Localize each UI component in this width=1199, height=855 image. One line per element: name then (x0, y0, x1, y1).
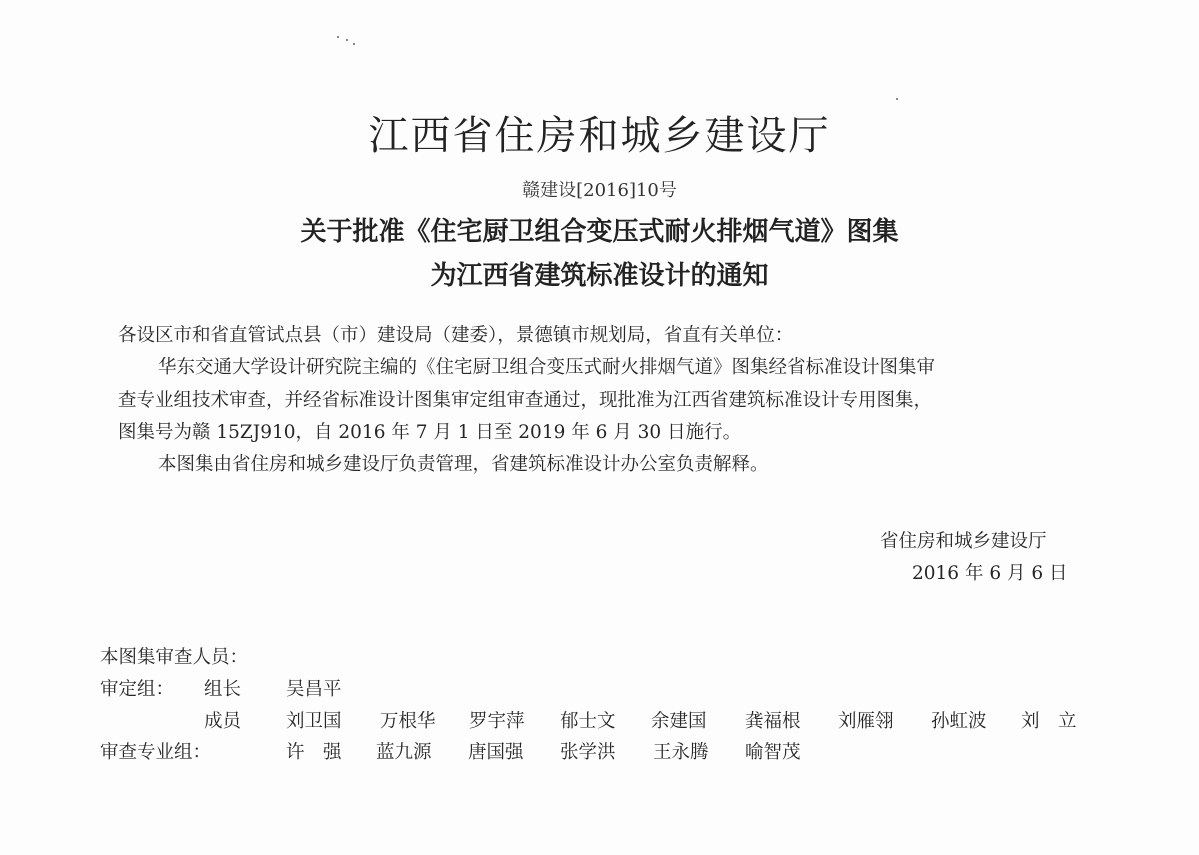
member-name: 万根华 (380, 711, 436, 732)
scan-speck (353, 43, 355, 45)
issue-date: 2016 年 6 月 6 日 (912, 563, 1068, 584)
leader-name: 吴昌平 (286, 679, 342, 700)
paragraph1-line2: 查专业组技术审查，并经省标准设计图集审定组审查通过，现批准为江西省建筑标准设计专用图集， (118, 390, 933, 411)
leader-role: 组长 (204, 679, 242, 700)
paragraph2: 本图集由省住房和城乡建设厅负责管理，省建筑标准设计办公室负责解释。 (158, 454, 769, 475)
approval-group-row (100, 675, 1140, 701)
organization-title: 江西省住房和城乡建设厅 (368, 113, 831, 159)
member-name: 刘 立 (1021, 711, 1077, 732)
review-member-name: 喻智茂 (745, 742, 801, 763)
review-member-name: 张学洪 (560, 742, 616, 763)
member-name: 孙虹波 (931, 711, 987, 732)
issuer-signature: 省住房和城乡建设厅 (880, 531, 1047, 552)
review-member-name: 许 强 (286, 742, 342, 763)
members-row (100, 707, 1140, 733)
reviewers-heading: 本图集审查人员： (100, 647, 249, 668)
notice-title-line1: 关于批准《住宅厨卫组合变压式耐火排烟气道》图集 (300, 217, 899, 247)
review-member-name: 蓝九源 (376, 742, 432, 763)
member-name: 龚福根 (745, 711, 801, 732)
member-name: 余建国 (651, 711, 707, 732)
member-name: 刘卫国 (286, 711, 342, 732)
members-role: 成员 (204, 711, 242, 732)
document-number: 赣建设[2016]10号 (522, 180, 677, 201)
scan-speck (346, 39, 348, 41)
paragraph1-line3: 图集号为赣 15ZJ910，自 2016 年 7 月 1 日至 2019 年 6 月 30 日施行。 (118, 422, 742, 443)
paragraph1-line1: 华东交通大学设计研究院主编的《住宅厨卫组合变压式耐火排烟气道》图集经省标准设计图集审 (158, 357, 936, 378)
scan-speck (337, 36, 339, 38)
approval-group-label: 审定组： (100, 679, 175, 700)
review-group-row (100, 738, 1140, 764)
review-member-name: 王永腾 (653, 742, 709, 763)
member-name: 郁士文 (560, 711, 616, 732)
notice-title-line2: 为江西省建筑标准设计的通知 (430, 261, 769, 291)
addressee: 各设区市和省直管试点县（市）建设局（建委），景德镇市规划局，省直有关单位： (118, 325, 794, 346)
review-member-name: 唐国强 (468, 742, 524, 763)
member-name: 刘雁翎 (838, 711, 894, 732)
scan-speck (896, 98, 898, 100)
review-group-label: 审查专业组： (100, 742, 212, 763)
member-name: 罗宇萍 (469, 711, 525, 732)
